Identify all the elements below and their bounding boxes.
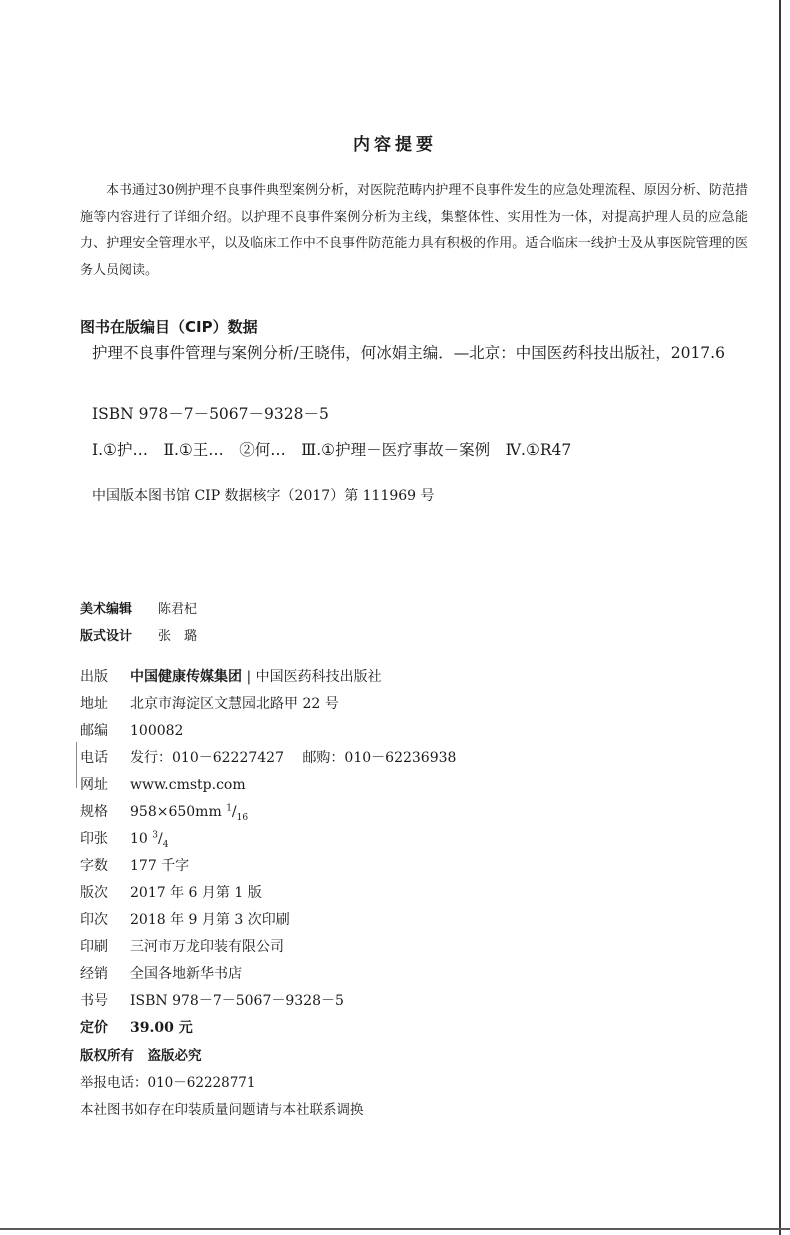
cip-heading: 图书在版编目（CIP）数据 bbox=[80, 318, 258, 336]
pub-row-phone bbox=[80, 747, 456, 767]
margin-mark bbox=[76, 742, 77, 788]
credit-row-art-editor bbox=[80, 598, 197, 617]
pub-row-edition bbox=[80, 882, 262, 902]
pub-label: 网址 bbox=[80, 777, 108, 793]
format-fraction-numerator: 1 bbox=[226, 803, 232, 814]
credit-value: 张 璐 bbox=[158, 629, 198, 644]
publisher-separator: | bbox=[246, 669, 252, 685]
sheets-value: 10 bbox=[130, 831, 148, 847]
summary-title: 内容提要 bbox=[353, 135, 437, 155]
pub-row-printing bbox=[80, 909, 290, 929]
pub-row-publisher bbox=[80, 666, 382, 686]
pub-row-price bbox=[80, 1017, 193, 1037]
pub-label: 书号 bbox=[80, 993, 108, 1009]
pub-row-address bbox=[80, 693, 339, 713]
credit-label: 美术编辑 bbox=[80, 602, 133, 617]
pub-label: 邮编 bbox=[80, 723, 108, 739]
pub-row-postcode bbox=[80, 720, 183, 740]
credit-value: 陈君杞 bbox=[158, 602, 198, 617]
page-edge-bottom bbox=[0, 1228, 790, 1230]
credit-row-layout-design bbox=[80, 625, 197, 644]
pub-label: 规格 bbox=[80, 804, 108, 820]
pub-label: 印刷 bbox=[80, 939, 108, 955]
summary-body: 本书通过30例护理不良事件典型案例分析，对医院范畴内护理不良事件发生的应急处理流程、原因分析、防范措施等内容进行了详细介绍。以护理不良事件案例分析为主线，集整体性、实用性为一体，对提高护理人员的应急能力、护理安全管理水平，以及临床工作中不良事件防范能力具有积极的作用。适合临床一线护士及从事医院管理的医务人员阅读。 bbox=[80, 183, 748, 278]
pub-label: 字数 bbox=[80, 858, 108, 874]
website-value: www.cmstp.com bbox=[130, 777, 246, 793]
printing-value: 2018 年 9 月第 3 次印刷 bbox=[130, 912, 290, 928]
pub-label: 定价 bbox=[80, 1020, 108, 1036]
cip-classification: Ⅰ.①护… Ⅱ.①王… ②何… Ⅲ.①护理－医疗事故－案例 Ⅳ.①R47 bbox=[92, 441, 572, 459]
publisher-group: 中国健康传媒集团 bbox=[130, 669, 242, 685]
pub-row-website bbox=[80, 774, 246, 794]
copyright-notice: 版权所有 盗版必究 bbox=[80, 1048, 202, 1064]
credit-label: 版式设计 bbox=[80, 629, 133, 644]
quality-notice: 本社图书如存在印装质量问题请与本社联系调换 bbox=[80, 1102, 364, 1118]
pub-label: 经销 bbox=[80, 966, 108, 982]
format-fraction-denominator: 16 bbox=[236, 812, 249, 823]
pub-label: 版次 bbox=[80, 885, 108, 901]
pub-row-wordcount bbox=[80, 855, 189, 875]
cip-isbn: ISBN 978－7－5067－9328－5 bbox=[92, 405, 329, 423]
pub-label: 电话 bbox=[80, 750, 108, 766]
pub-row-distributor bbox=[80, 963, 242, 983]
format-value: 958×650mm bbox=[130, 804, 222, 820]
pub-row-printer bbox=[80, 936, 284, 956]
address-value: 北京市海淀区文慧园北路甲 22 号 bbox=[130, 696, 339, 712]
sheets-fraction-denominator: 4 bbox=[162, 839, 169, 850]
distributor-value: 全国各地新华书店 bbox=[130, 966, 242, 982]
pub-row-format: 规格 958×650mm $^1/_{16}$ bbox=[80, 801, 248, 823]
pub-row-booknumber bbox=[80, 990, 344, 1010]
wordcount-value: 177 千字 bbox=[130, 858, 190, 874]
edition-value: 2017 年 6 月第 1 版 bbox=[130, 885, 262, 901]
booknumber-value: ISBN 978－7－5067－9328－5 bbox=[130, 993, 344, 1009]
pub-label: 地址 bbox=[80, 696, 108, 712]
printer-value: 三河市万龙印装有限公司 bbox=[130, 939, 284, 955]
pub-label: 出版 bbox=[80, 669, 108, 685]
pub-row-sheets: 印张 10 $^3/_4$ bbox=[80, 828, 168, 850]
pub-label: 印次 bbox=[80, 912, 108, 928]
sheets-fraction-numerator: 3 bbox=[152, 830, 159, 841]
phone-order: 邮购：010－62236938 bbox=[302, 750, 457, 766]
publisher-name: 中国医药科技出版社 bbox=[255, 669, 382, 685]
cip-verification: 中国版本图书馆 CIP 数据核字（2017）第 111969 号 bbox=[92, 488, 435, 504]
postcode-value: 100082 bbox=[130, 723, 184, 739]
pub-label: 印张 bbox=[80, 831, 108, 847]
phone-issue: 发行：010－62227427 bbox=[130, 750, 284, 766]
price-value: 39.00 元 bbox=[130, 1020, 193, 1036]
page-edge-right bbox=[779, 0, 781, 1235]
report-phone: 举报电话：010－62228771 bbox=[80, 1075, 256, 1091]
cip-description: 护理不良事件管理与案例分析/王晓伟，何冰娟主编．—北京：中国医药科技出版社，2017.6 bbox=[92, 344, 725, 362]
